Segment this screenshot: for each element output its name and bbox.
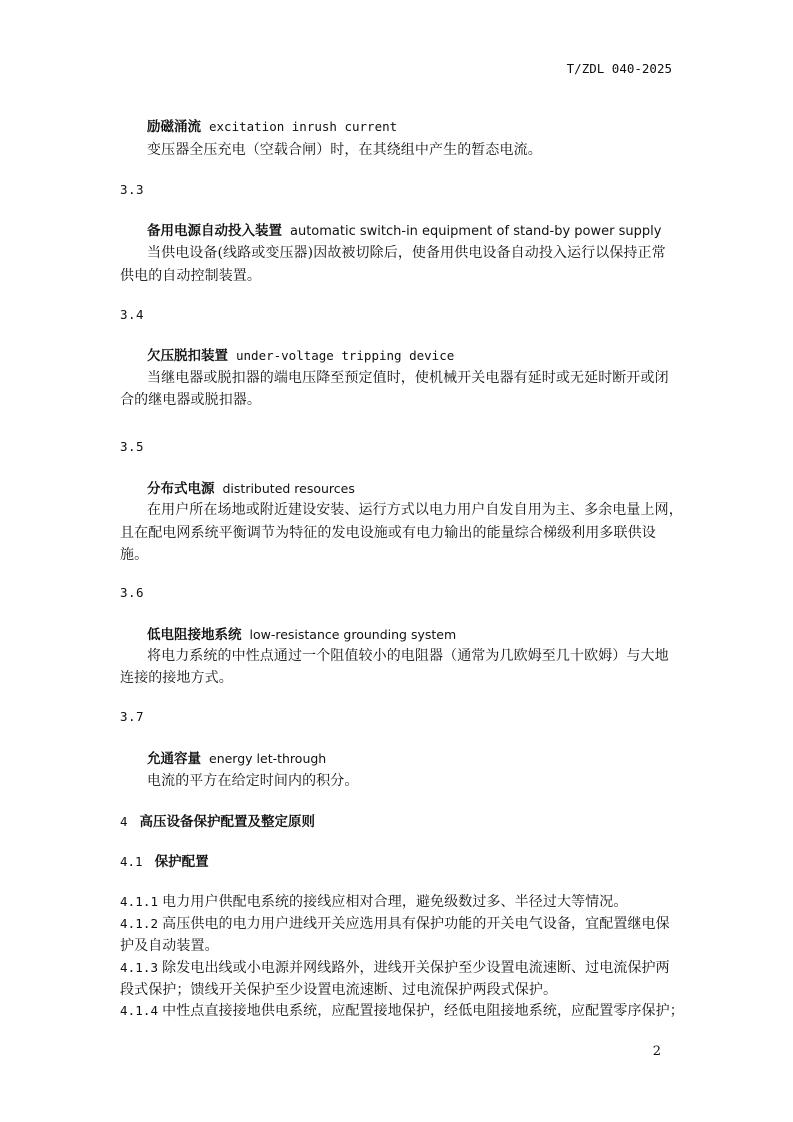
term-definition: 合的继电器或脱扣器。 <box>120 392 261 408</box>
term-definition: 连接的接地方式。 <box>120 670 233 686</box>
clause-text: 电力用户供配电系统的接线应相对合理，避免级数过多、半径过大等情况。 <box>162 894 628 910</box>
term-title <box>147 117 397 137</box>
term-en: automatic switch-in equipment of stand-by power supply <box>290 224 662 239</box>
clause-text: 护及自动装置。 <box>120 938 219 954</box>
section-number: 4 <box>120 814 128 829</box>
term-definition: 当继电器或脱扣器的端电压降至预定值时，使机械开关电器有延时或无延时断开或闭 <box>147 370 669 386</box>
clause-paragraph <box>120 1001 684 1021</box>
term-title <box>147 346 454 366</box>
term-zh: 励磁涌流 <box>147 119 201 135</box>
clause-text: 除发电出线或小电源并网线路外，进线开关保护至少设置电流速断、过电流保护两 <box>162 960 670 976</box>
term-definition: 电流的平方在给定时间内的积分。 <box>147 773 359 789</box>
section-heading <box>120 812 315 832</box>
page-number: 2 <box>652 1044 661 1059</box>
clause-text: 段式保护；馈线开关保护至少设置电流速断、过电流保护两段式保护。 <box>120 982 558 998</box>
clause-paragraph <box>120 914 670 934</box>
term-en: under-voltage tripping device <box>236 348 455 363</box>
term-definition: 当供电设备(线路或变压器)因故被切除后，使备用供电设备自动投入运行以保持正常 <box>147 245 666 261</box>
term-title <box>147 625 456 645</box>
term-definition: 供电的自动控制装置。 <box>120 268 261 284</box>
term-definition: 将电力系统的中性点通过一个阻值较小的电阻器（通常为几欧姆至几十欧姆）与大地 <box>147 648 669 664</box>
term-title <box>147 479 355 499</box>
clause-number: 4.1.2 <box>120 916 159 931</box>
clause-number: 3.3 <box>120 182 145 197</box>
term-zh: 允通容量 <box>147 751 201 767</box>
term-definition: 且在配电网系统平衡调节为特征的发电设施或有电力输出的能量综合梯级利用多联供设 <box>120 525 656 541</box>
term-definition: 变压器全压充电（空载合闸）时，在其绕组中产生的暂态电流。 <box>147 142 542 158</box>
term-title <box>147 221 661 242</box>
term-en: low-resistance grounding system <box>249 627 457 642</box>
clause-number: 3.4 <box>120 307 145 322</box>
clause-number: 3.5 <box>120 439 145 454</box>
clause-paragraph <box>120 892 627 912</box>
clause-text: 中性点直接接地供电系统，应配置接地保护，经低电阻接地系统，应配置零序保护； <box>162 1003 684 1019</box>
clause-number: 3.7 <box>120 709 145 724</box>
section-title: 高压设备保护配置及整定原则 <box>139 814 316 830</box>
term-zh: 低电阻接地系统 <box>147 627 242 643</box>
term-en: excitation inrush current <box>209 119 398 134</box>
clause-number: 3.6 <box>120 585 145 600</box>
doc-code-header: T/ZDL 040-2025 <box>566 61 672 76</box>
term-zh: 备用电源自动投入装置 <box>147 223 282 239</box>
subsection-heading <box>120 852 209 872</box>
term-zh: 分布式电源 <box>147 481 215 497</box>
clause-number: 4.1.4 <box>120 1003 159 1018</box>
term-en: distributed resources <box>222 481 355 496</box>
subsection-title: 保护配置 <box>154 854 209 870</box>
clause-number: 4.1.3 <box>120 960 159 975</box>
term-definition: 施。 <box>120 547 149 563</box>
term-title <box>147 749 326 769</box>
term-en: energy let-through <box>209 751 327 766</box>
term-definition: 在用户所在场地或附近建设安装、运行方式以电力用户自发自用为主、多余电量上网， <box>147 502 683 518</box>
subsection-number: 4.1 <box>120 854 143 869</box>
clause-number: 4.1.1 <box>120 894 159 909</box>
clause-paragraph <box>120 958 670 978</box>
term-zh: 欠压脱扣装置 <box>147 348 228 364</box>
clause-text: 高压供电的电力用户进线开关应选用具有保护功能的开关电气设备，宜配置继电保 <box>162 916 670 932</box>
